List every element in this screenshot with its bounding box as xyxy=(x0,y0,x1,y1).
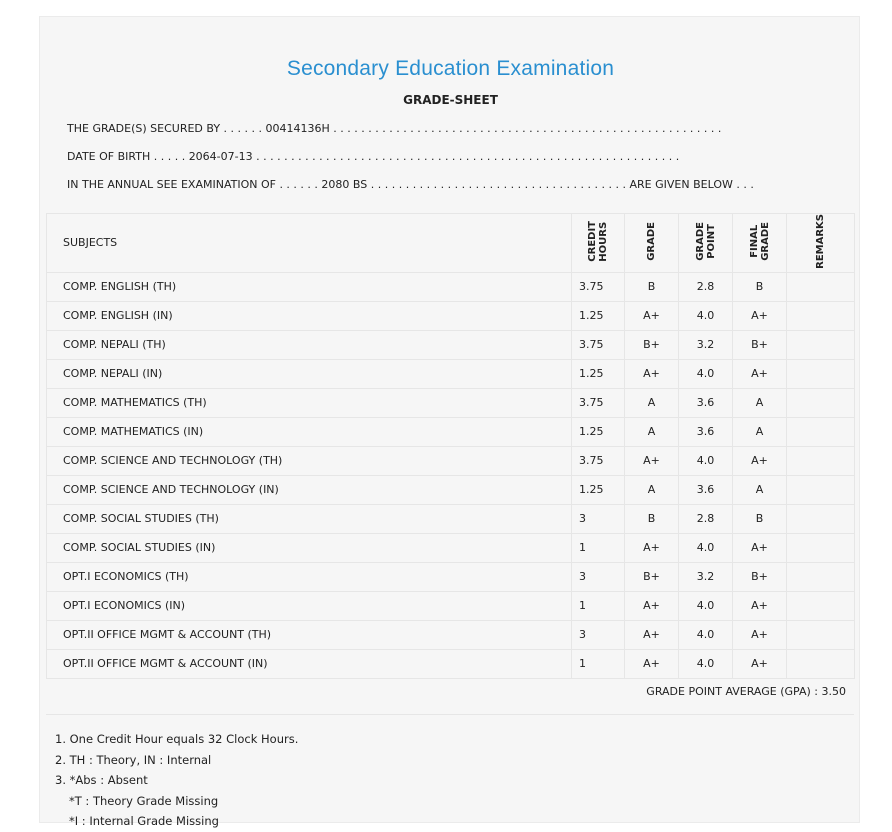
credit-hours-header: CREDIT HOURS xyxy=(572,214,625,273)
table-row xyxy=(47,272,855,301)
note-item: *T : Theory Grade Missing xyxy=(69,793,219,808)
subject-cell: COMP. NEPALI (IN) xyxy=(47,359,572,388)
remarks-cell xyxy=(787,359,855,388)
subject-cell: COMP. MATHEMATICS (IN) xyxy=(47,417,572,446)
grade-cell: A xyxy=(625,475,679,504)
final-grade-cell: A xyxy=(733,417,787,446)
credit-hours-cell: 3 xyxy=(572,562,625,591)
credit-hours-cell: 1.25 xyxy=(572,301,625,330)
table-header-row xyxy=(47,214,855,273)
final-grade-cell: A xyxy=(733,475,787,504)
subject-cell: OPT.I ECONOMICS (TH) xyxy=(47,562,572,591)
final-grade-cell: A+ xyxy=(733,533,787,562)
subject-cell: COMP. SCIENCE AND TECHNOLOGY (IN) xyxy=(47,475,572,504)
final-grade-cell: A+ xyxy=(733,359,787,388)
secured-by-label: THE GRADE(S) SECURED BY . . . . . . xyxy=(67,122,263,135)
symbol-number: 00414136H xyxy=(265,122,330,135)
remarks-cell xyxy=(787,301,855,330)
note-item: 1. One Credit Hour equals 32 Clock Hours. xyxy=(55,732,299,746)
subject-cell: OPT.I ECONOMICS (IN) xyxy=(47,591,572,620)
credit-hours-cell: 3.75 xyxy=(572,330,625,359)
remarks-cell xyxy=(787,417,855,446)
grade-point-cell: 4.0 xyxy=(679,649,733,678)
remarks-cell xyxy=(787,475,855,504)
subject-cell: COMP. NEPALI (TH) xyxy=(47,330,572,359)
credit-hours-cell: 1.25 xyxy=(572,359,625,388)
credit-hours-cell: 1.25 xyxy=(572,475,625,504)
final-grade-header: FINAL GRADE xyxy=(733,214,787,273)
final-grade-cell: B xyxy=(733,272,787,301)
remarks-cell xyxy=(787,446,855,475)
exam-year: 2080 BS xyxy=(321,178,368,191)
credit-hours-cell: 1 xyxy=(572,591,625,620)
grade-cell: A+ xyxy=(625,591,679,620)
grade-cell: A+ xyxy=(625,446,679,475)
remarks-cell xyxy=(787,562,855,591)
grade-cell: A+ xyxy=(625,359,679,388)
table-row xyxy=(47,330,855,359)
final-grade-cell: B+ xyxy=(733,330,787,359)
secured-by-dots: . . . . . . . . . . . . . . . . . . . . . . . . . . . . . . . . . . . . . . . . . . . . . . . . . . . . . . . . xyxy=(333,122,722,135)
remarks-cell xyxy=(787,620,855,649)
grade-cell: A xyxy=(625,388,679,417)
final-grade-cell: A xyxy=(733,388,787,417)
credit-hours-cell: 1 xyxy=(572,533,625,562)
grade-cell: A xyxy=(625,417,679,446)
credit-hours-cell: 3 xyxy=(572,504,625,533)
exam-suffix: ARE GIVEN BELOW . . . xyxy=(629,178,754,191)
grade-point-cell: 4.0 xyxy=(679,591,733,620)
credit-hours-cell: 3.75 xyxy=(572,388,625,417)
table-row xyxy=(47,359,855,388)
credit-hours-cell: 3 xyxy=(572,620,625,649)
grade-cell: B xyxy=(625,504,679,533)
final-grade-cell: A+ xyxy=(733,620,787,649)
table-row xyxy=(47,388,855,417)
final-grade-cell: A+ xyxy=(733,649,787,678)
grade-sheet xyxy=(39,16,860,828)
gpa-row xyxy=(46,677,854,715)
table-row xyxy=(47,533,855,562)
subject-cell: COMP. ENGLISH (IN) xyxy=(47,301,572,330)
table-row xyxy=(47,562,855,591)
table-row xyxy=(47,620,855,649)
grade-point-cell: 4.0 xyxy=(679,620,733,649)
dob-label: DATE OF BIRTH . . . . . xyxy=(67,150,186,163)
final-grade-cell: B xyxy=(733,504,787,533)
grade-point-header: GRADE POINT xyxy=(679,214,733,273)
credit-hours-cell: 3.75 xyxy=(572,446,625,475)
remarks-cell xyxy=(787,330,855,359)
credit-hours-cell: 3.75 xyxy=(572,272,625,301)
final-grade-cell: A+ xyxy=(733,446,787,475)
remarks-cell xyxy=(787,649,855,678)
grade-point-cell: 3.6 xyxy=(679,417,733,446)
exam-dots: . . . . . . . . . . . . . . . . . . . . . . . . . . . . . . . . . . . . . xyxy=(370,178,626,191)
grade-cell: A+ xyxy=(625,620,679,649)
exam-label: IN THE ANNUAL SEE EXAMINATION OF . . . . . . xyxy=(67,178,318,191)
note-item: 2. TH : Theory, IN : Internal xyxy=(55,752,212,767)
grade-cell: A+ xyxy=(625,301,679,330)
note-item: 3. *Abs : Absent xyxy=(55,773,148,787)
remarks-cell xyxy=(787,533,855,562)
grade-point-cell: 3.2 xyxy=(679,562,733,591)
subjects-header: SUBJECTS xyxy=(47,214,572,273)
gpa xyxy=(646,685,846,698)
grade-cell: A+ xyxy=(625,649,679,678)
remarks-cell xyxy=(787,591,855,620)
remarks-cell xyxy=(787,388,855,417)
grade-point-cell: 2.8 xyxy=(679,504,733,533)
grade-cell: B+ xyxy=(625,330,679,359)
remarks-cell xyxy=(787,504,855,533)
grades-table xyxy=(46,213,855,679)
dob-line xyxy=(67,150,679,163)
notes xyxy=(55,729,298,832)
grade-sheet-heading: GRADE-SHEET xyxy=(403,93,498,107)
grade-point-cell: 3.2 xyxy=(679,330,733,359)
grade-point-cell: 4.0 xyxy=(679,446,733,475)
table-row xyxy=(47,417,855,446)
table-row xyxy=(47,475,855,504)
final-grade-cell: B+ xyxy=(733,562,787,591)
exam-line xyxy=(67,178,754,191)
subject-cell: OPT.II OFFICE MGMT & ACCOUNT (TH) xyxy=(47,620,572,649)
credit-hours-cell: 1.25 xyxy=(572,417,625,446)
grade-point-cell: 2.8 xyxy=(679,272,733,301)
subject-cell: OPT.II OFFICE MGMT & ACCOUNT (IN) xyxy=(47,649,572,678)
subject-cell: COMP. SCIENCE AND TECHNOLOGY (TH) xyxy=(47,446,572,475)
exam-title: Secondary Education Examination xyxy=(286,57,615,80)
grade-point-cell: 4.0 xyxy=(679,301,733,330)
grade-cell: A+ xyxy=(625,533,679,562)
table-row xyxy=(47,301,855,330)
grade-point-cell: 4.0 xyxy=(679,533,733,562)
credit-hours-cell: 1 xyxy=(572,649,625,678)
final-grade-cell: A+ xyxy=(733,301,787,330)
subject-cell: COMP. SOCIAL STUDIES (TH) xyxy=(47,504,572,533)
table-row xyxy=(47,591,855,620)
grade-point-cell: 3.6 xyxy=(679,475,733,504)
note-item: *I : Internal Grade Missing xyxy=(69,814,219,828)
dob-value: 2064-07-13 xyxy=(188,150,253,163)
secured-by-line xyxy=(67,122,721,135)
gpa-value: 3.50 xyxy=(821,685,846,698)
table-row xyxy=(47,504,855,533)
dob-dots: . . . . . . . . . . . . . . . . . . . . . . . . . . . . . . . . . . . . . . . . . . . . . . . . . . . . . . . . . . . . . xyxy=(256,150,680,163)
remarks-cell xyxy=(787,272,855,301)
final-grade-cell: A+ xyxy=(733,591,787,620)
gpa-label: GRADE POINT AVERAGE (GPA) : xyxy=(646,685,818,698)
grade-header: GRADE xyxy=(625,214,679,273)
subject-cell: COMP. SOCIAL STUDIES (IN) xyxy=(47,533,572,562)
table-row xyxy=(47,649,855,678)
subject-cell: COMP. ENGLISH (TH) xyxy=(47,272,572,301)
subject-cell: COMP. MATHEMATICS (TH) xyxy=(47,388,572,417)
grade-cell: B xyxy=(625,272,679,301)
table-row xyxy=(47,446,855,475)
grade-point-cell: 4.0 xyxy=(679,359,733,388)
remarks-header: REMARKS xyxy=(787,214,855,273)
grade-point-cell: 3.6 xyxy=(679,388,733,417)
grade-cell: B+ xyxy=(625,562,679,591)
